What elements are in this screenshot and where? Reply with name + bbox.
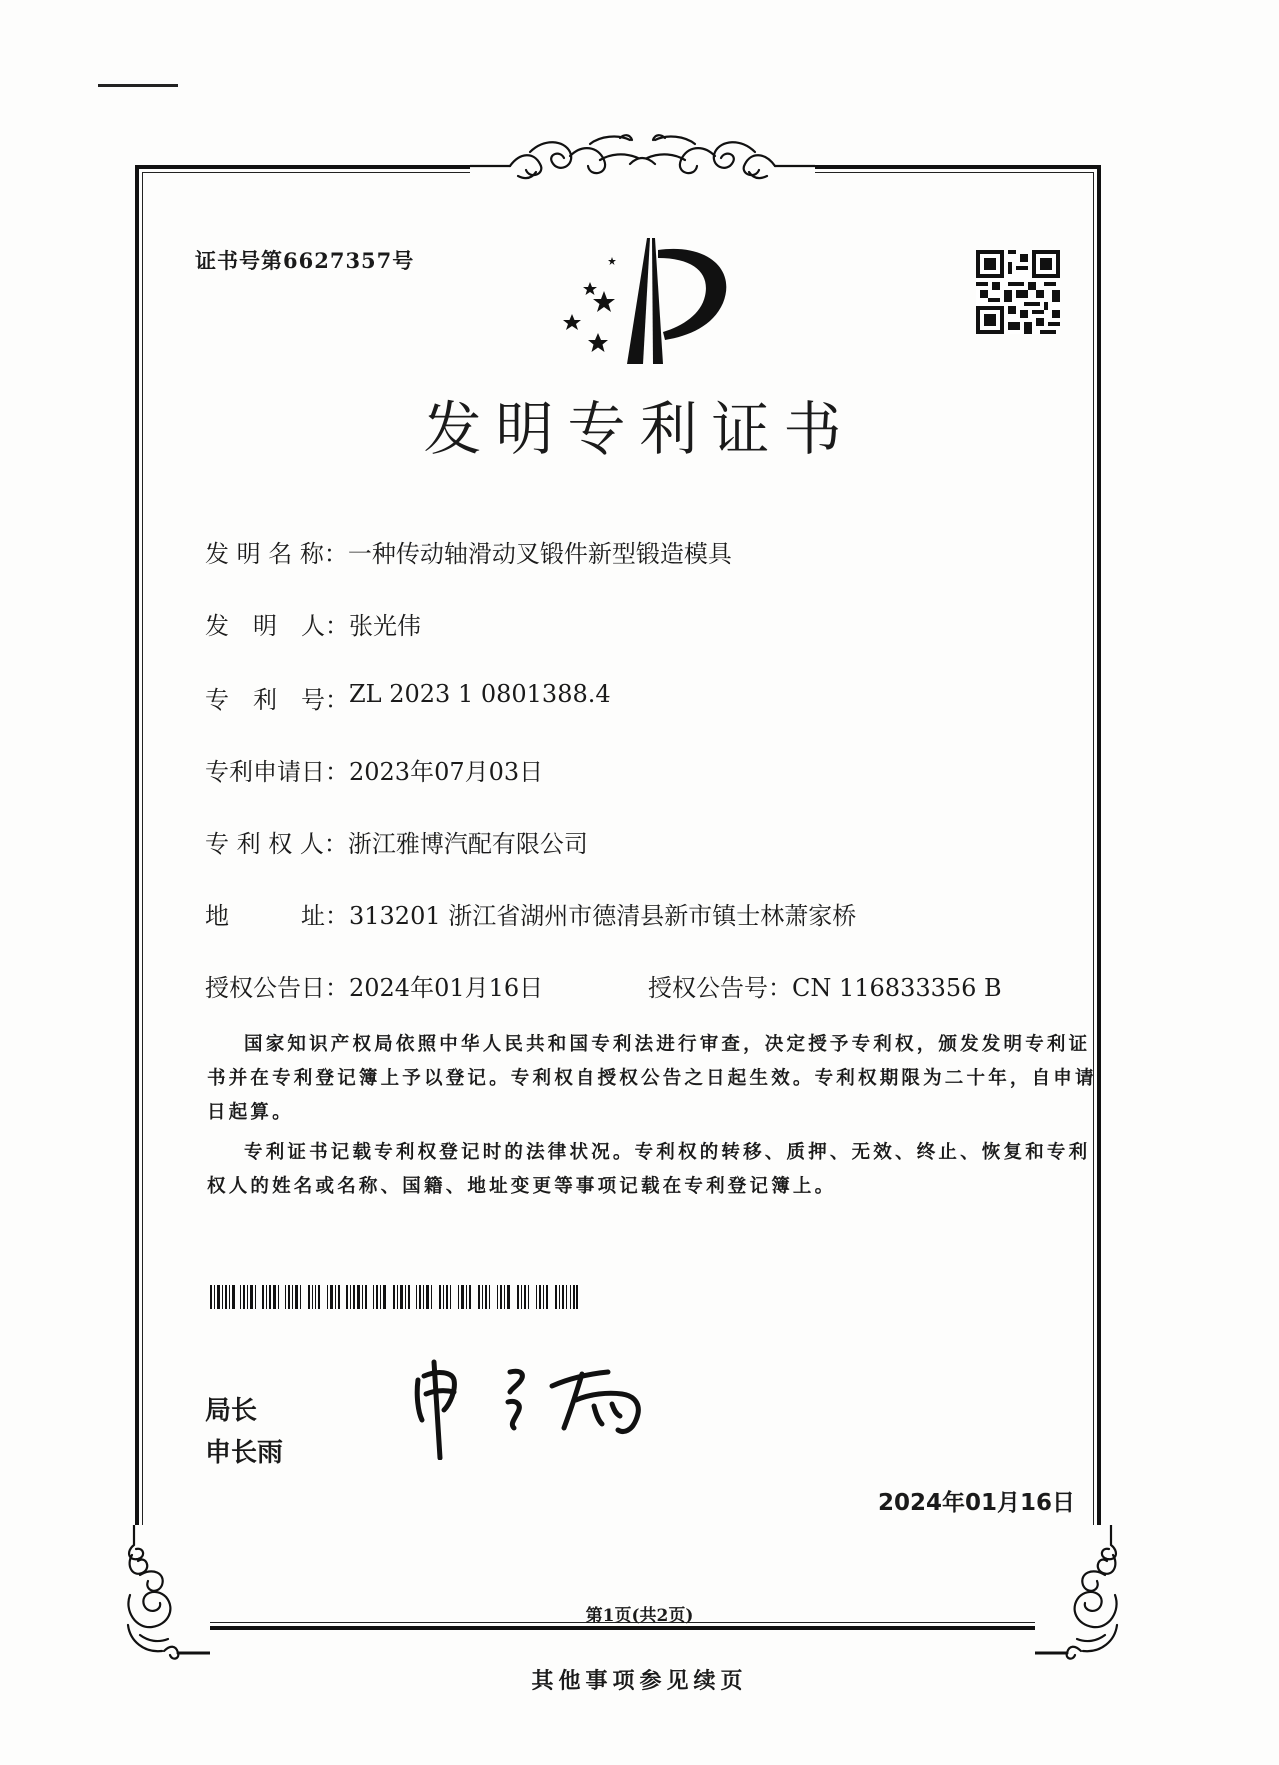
cnipa-emblem-icon xyxy=(555,238,735,378)
field-patent-number xyxy=(205,680,611,715)
field-value: ZL 2023 1 0801388.4 xyxy=(349,680,611,708)
corner-ornament-icon xyxy=(1035,1525,1125,1665)
field-invention-name xyxy=(205,534,732,569)
scan-mark xyxy=(98,84,178,87)
field-label: 专 利 权 人： xyxy=(205,830,348,858)
field-value: 浙江雅博汽配有限公司 xyxy=(347,830,588,858)
page-indicator: 第1页(共2页) xyxy=(585,1606,694,1626)
field-label: 授权公告号： xyxy=(648,974,792,1002)
corner-ornament-icon xyxy=(120,1525,210,1665)
field-label: 发 明 人： xyxy=(205,612,349,640)
field-value: 张光伟 xyxy=(349,612,421,640)
field-label: 地 址： xyxy=(205,902,349,930)
certificate-number: 证书号第6627357号 xyxy=(195,248,415,273)
barcode-icon xyxy=(210,1285,578,1309)
issue-date: 2024年01月16日 xyxy=(878,1490,1076,1516)
field-application-date xyxy=(205,752,543,787)
field-value: 2024年01月16日 xyxy=(349,974,544,1002)
qr-code-icon xyxy=(976,250,1060,334)
signature-icon xyxy=(410,1350,670,1460)
field-grant-publication-number xyxy=(648,968,1002,1003)
field-label: 专利申请日： xyxy=(205,758,349,786)
dragon-ornament-icon xyxy=(470,130,815,186)
certificate-title: 发明专利证书 xyxy=(423,395,856,463)
field-inventor xyxy=(205,606,421,641)
field-grant-date xyxy=(205,968,543,1003)
director-title: 局长 xyxy=(205,1396,258,1426)
field-patentee xyxy=(205,824,588,859)
field-label: 授权公告日： xyxy=(205,974,349,1002)
field-value: 一种传动轴滑动叉锻件新型锻造模具 xyxy=(347,540,732,568)
field-label: 发 明 名 称： xyxy=(205,540,348,568)
footer-note: 其他事项参见续页 xyxy=(531,1668,748,1694)
field-value: 313201 浙江省湖州市德清县新市镇士林萧家桥 xyxy=(349,902,857,930)
legal-status-paragraph: 专利证书记载专利权登记时的法律状况。专利权的转移、质押、无效、终止、恢复和专利权人的姓名或名称、国籍、地址变更等事项记载在专利登记簿上。 xyxy=(207,1142,1091,1197)
field-label: 专 利 号： xyxy=(205,686,349,714)
legal-statement-paragraph: 国家知识产权局依照中华人民共和国专利法进行审查，决定授予专利权，颁发发明专利证书并在专利登记簿上予以登记。专利权自授权公告之日起生效。专利权期限为二十年，自申请日起算。 xyxy=(207,1034,1097,1123)
field-address xyxy=(205,896,856,931)
director-name: 申长雨 xyxy=(205,1438,284,1468)
field-value: CN 116833356 B xyxy=(792,974,1002,1002)
field-value: 2023年07月03日 xyxy=(349,758,544,786)
